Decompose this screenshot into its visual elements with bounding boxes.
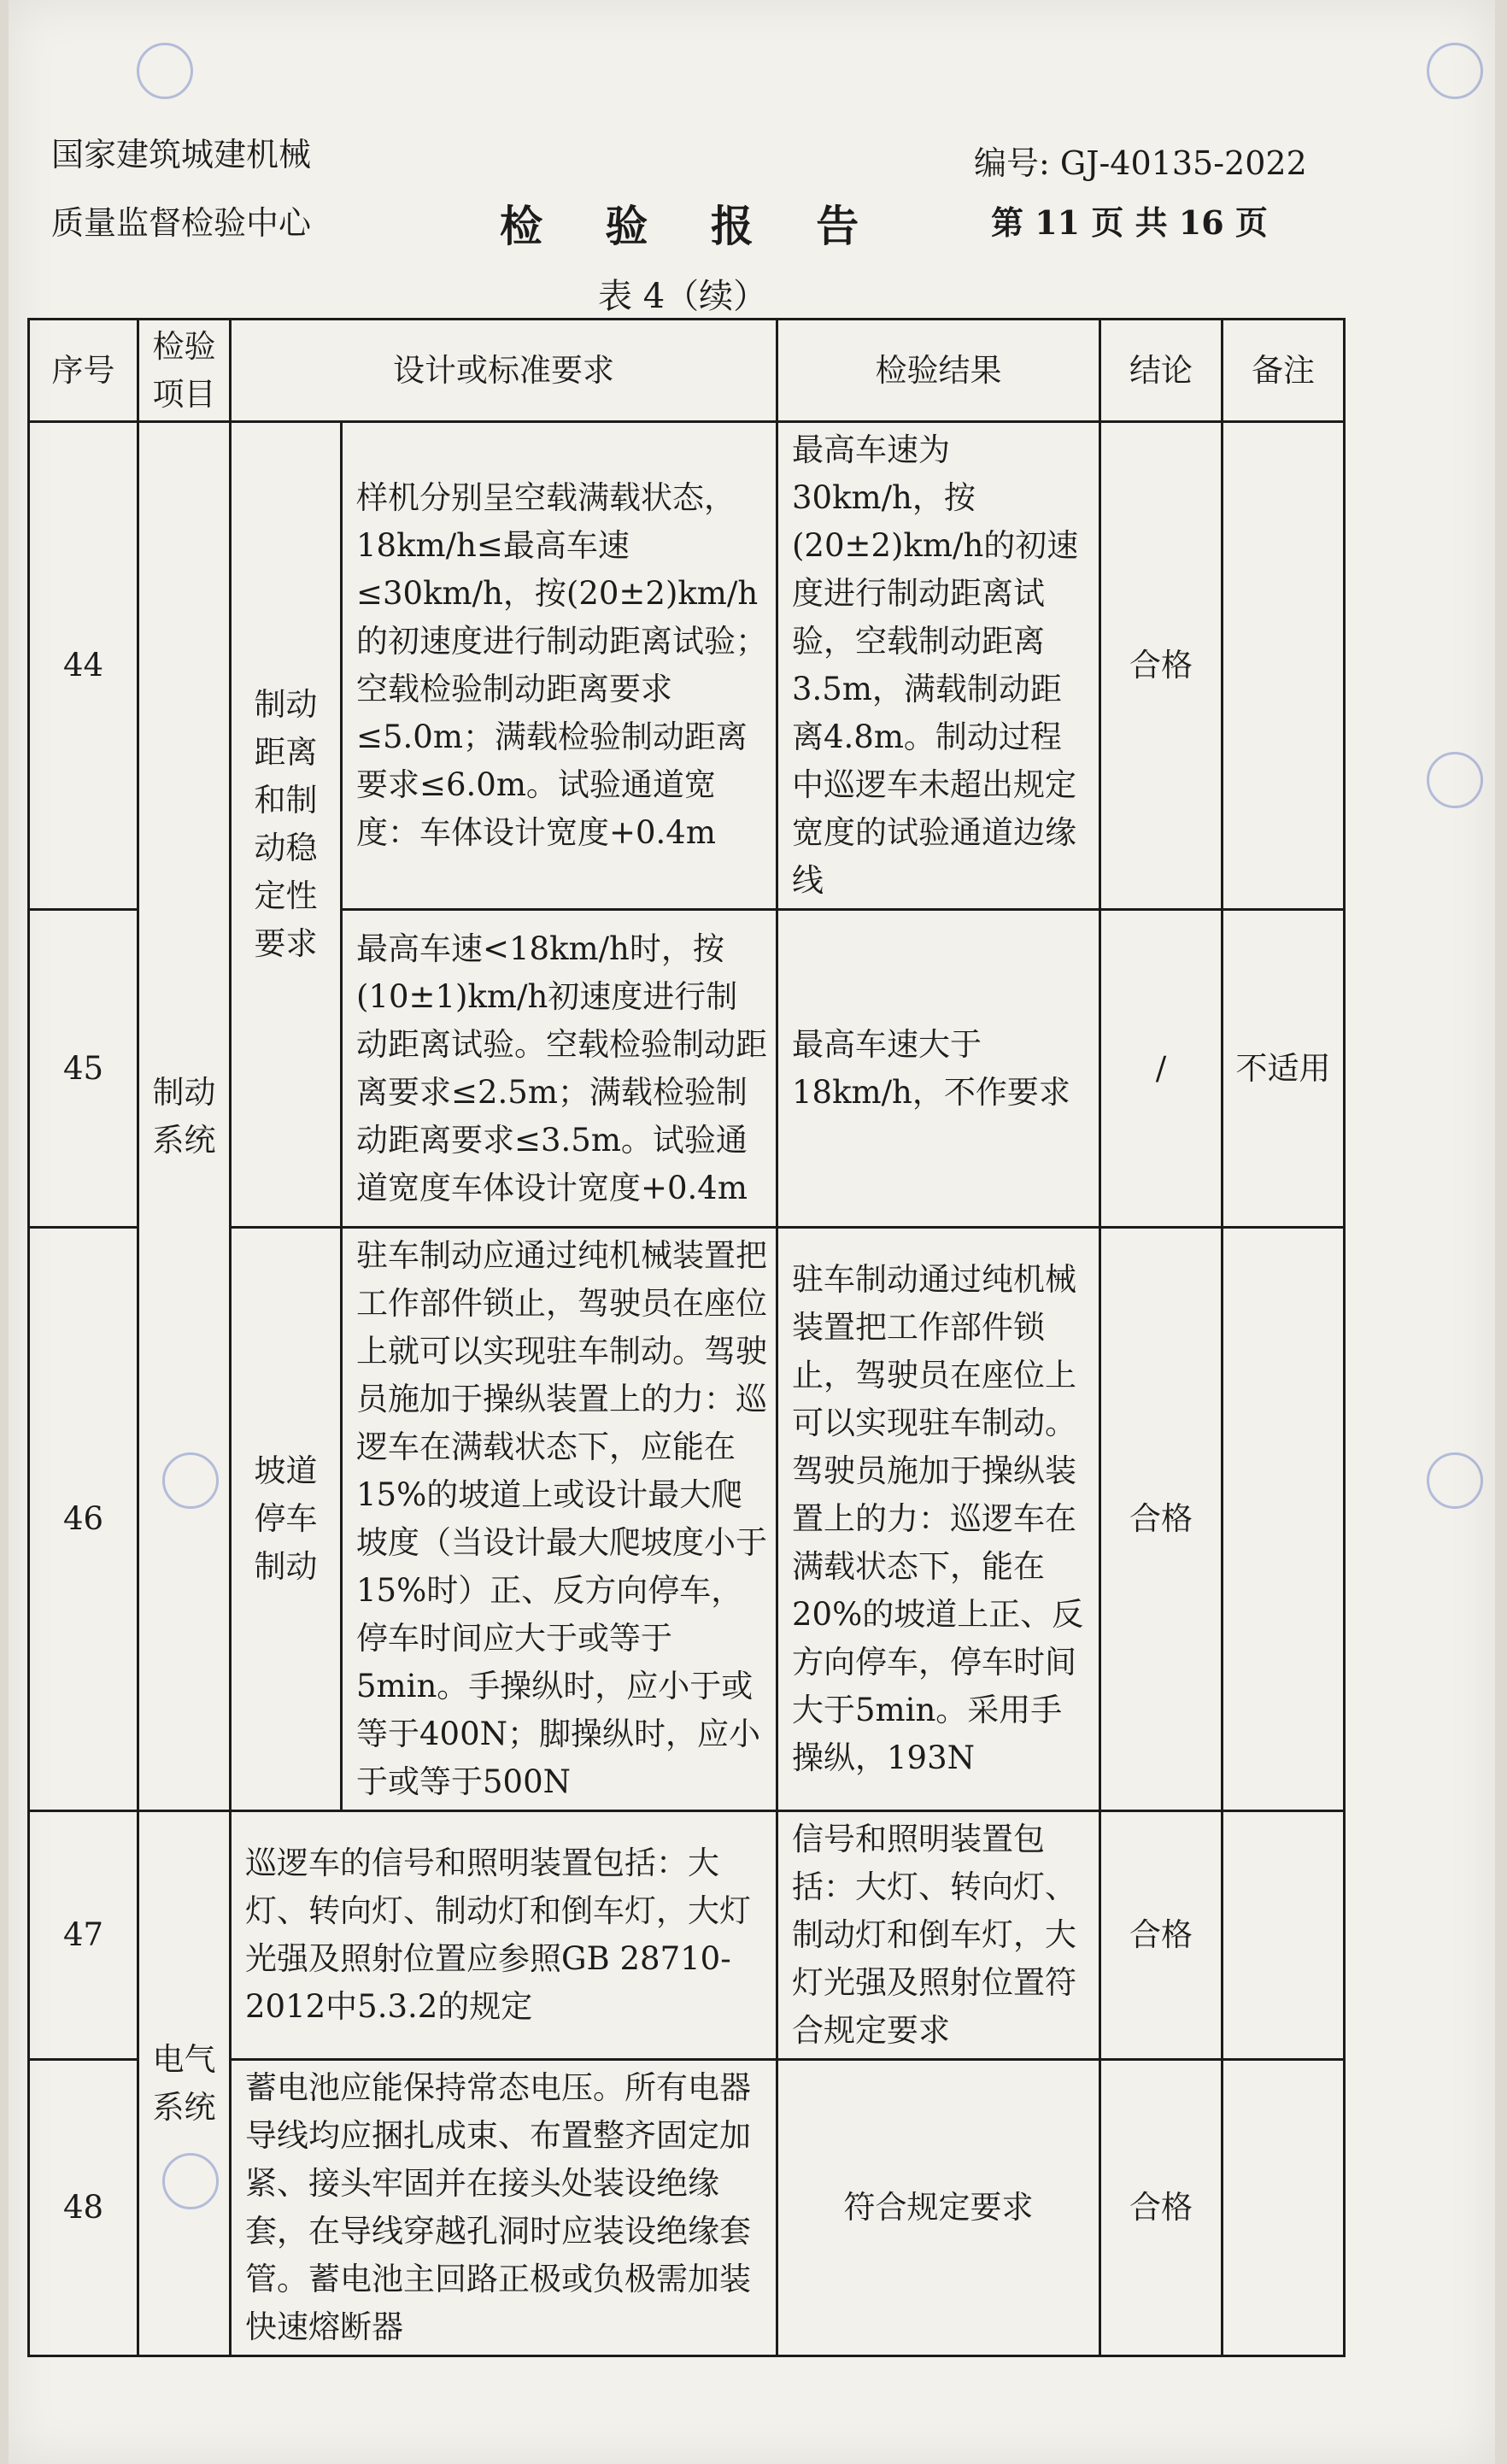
requirement-cell: 最高车速<18km/h时，按(10±1)km/h初速度进行制动距离试验。空载检验制动距离要求≤2.5m；满载检验制动距离要求≤3.5m。试验通道宽度车体设计宽度+0.4m	[342, 910, 777, 1228]
row-number: 44	[29, 422, 138, 910]
remark-cell: 不适用	[1223, 910, 1345, 1228]
table-header-row	[29, 320, 1345, 422]
remark-cell	[1223, 1228, 1345, 1811]
row-number: 45	[29, 910, 138, 1228]
requirement-cell: 蓄电池应能保持常态电压。所有电器导线均应捆扎成束、布置整齐固定加紧、接头牢固并在接头处装设绝缘套，在导线穿越孔洞时应装设绝缘套管。蓄电池主回路正极或负极需加装快速熔断器	[231, 2060, 777, 2356]
page-info: 第 11 页 共 16 页	[991, 203, 1268, 242]
result-cell: 最高车速为30km/h，按(20±2)km/h的初速度进行制动距离试验，空载制动距离3.5m，满载制动距离4.8m。制动过程中巡逻车未超出规定宽度的试验通道边缘线	[777, 422, 1100, 910]
table-row	[29, 1811, 1345, 2060]
requirement-cell: 样机分别呈空载满载状态，18km/h≤最高车速≤30km/h，按(20±2)km/h的初速度进行制动距离试验；空载检验制动距离要求≤5.0m；满载检验制动距离要求≤6.0m。试验通道宽度：车体设计宽度+0.4m	[342, 422, 777, 910]
requirement-cell: 驻车制动应通过纯机械装置把工作部件锁止，驾驶员在座位上就可以实现驻车制动。驾驶员施加于操纵装置上的力：巡逻车在满载状态下，应能在15%的坡道上或设计最大爬坡度（当设计最大爬坡度小于15%时）正、反方向停车，停车时间应大于或等于5min。手操纵时，应小于或等于400N；脚操纵时，应小于或等于500N	[342, 1228, 777, 1811]
remark-cell	[1223, 422, 1345, 910]
inspection-table	[27, 318, 1346, 2357]
report-page	[9, 0, 1495, 2464]
row-number: 47	[29, 1811, 138, 2060]
watermark-stamp-icon	[1427, 752, 1483, 808]
result-cell: 驻车制动通过纯机械装置把工作部件锁止，驾驶员在座位上可以实现驻车制动。驾驶员施加于操纵装置上的力：巡逻车在满载状态下，能在20%的坡道上正、反方向停车，停车时间大于5min。采用手操纵，193N	[777, 1228, 1100, 1811]
col-header-conclusion: 结论	[1100, 320, 1223, 422]
table-caption: 表 4（续）	[598, 277, 768, 316]
remark-cell	[1223, 2060, 1345, 2356]
group-electrical-system: 电气系统	[138, 1811, 231, 2356]
requirement-cell: 巡逻车的信号和照明装置包括：大灯、转向灯、制动灯和倒车灯，大灯光强及照射位置应参照GB 28710-2012中5.3.2的规定	[231, 1811, 777, 2060]
table-row	[29, 422, 1345, 910]
report-title: 检 验 报 告	[500, 201, 883, 251]
org-name-line2: 质量监督检验中心	[51, 204, 312, 242]
report-number: 编号: GJ-40135-2022	[974, 144, 1307, 182]
row-number: 48	[29, 2060, 138, 2356]
result-cell: 最高车速大于18km/h，不作要求	[777, 910, 1100, 1228]
group-braking-system: 制动系统	[138, 422, 231, 1811]
result-cell: 信号和照明装置包括：大灯、转向灯、制动灯和倒车灯，大灯光强及照射位置符合规定要求	[777, 1811, 1100, 2060]
row-number: 46	[29, 1228, 138, 1811]
conclusion-cell: /	[1100, 910, 1223, 1228]
remark-cell	[1223, 1811, 1345, 2060]
conclusion-cell: 合格	[1100, 1811, 1223, 2060]
col-header-item: 检验项目	[138, 320, 231, 422]
result-cell: 符合规定要求	[777, 2060, 1100, 2356]
org-name-line1: 国家建筑城建机械	[51, 136, 312, 173]
watermark-stamp-icon	[137, 43, 193, 99]
conclusion-cell: 合格	[1100, 422, 1223, 910]
subgroup-slope-parking: 坡道停车制动	[231, 1228, 342, 1811]
subgroup-brake-distance: 制动距离和制动稳定性要求	[231, 422, 342, 1228]
conclusion-cell: 合格	[1100, 1228, 1223, 1811]
watermark-stamp-icon	[1427, 1452, 1483, 1509]
conclusion-cell: 合格	[1100, 2060, 1223, 2356]
watermark-stamp-icon	[1427, 43, 1483, 99]
col-header-no: 序号	[29, 320, 138, 422]
col-header-result: 检验结果	[777, 320, 1100, 422]
col-header-requirement: 设计或标准要求	[231, 320, 777, 422]
col-header-remark: 备注	[1223, 320, 1345, 422]
